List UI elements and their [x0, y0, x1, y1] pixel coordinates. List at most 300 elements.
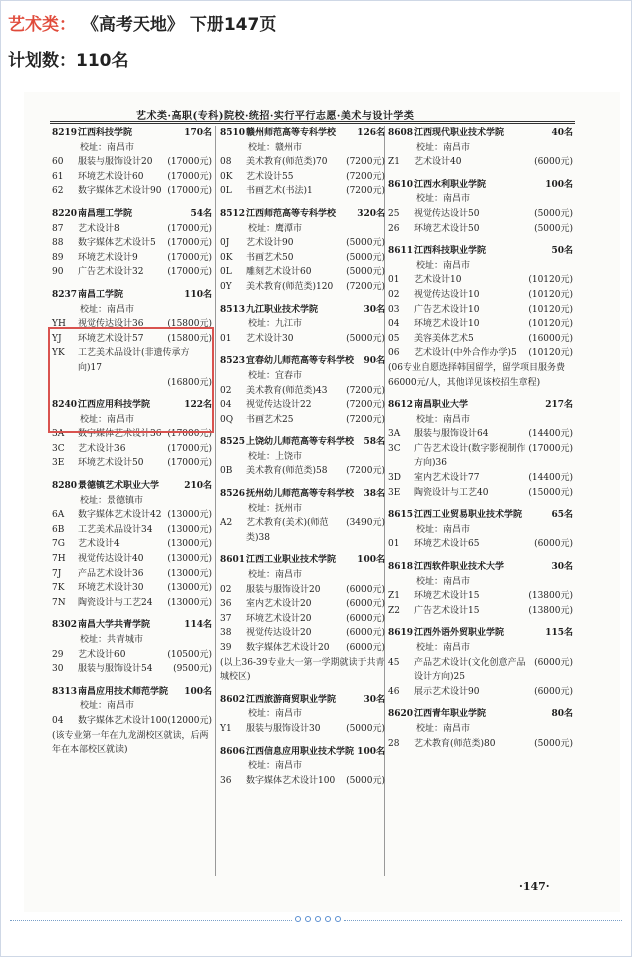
- major-row: [52, 714, 212, 729]
- major-fee: (10120元): [528, 348, 573, 359]
- major-name: 美容美体艺术5: [414, 333, 474, 344]
- major-code: 3E: [388, 487, 401, 498]
- major-fee: (13800元): [528, 605, 573, 616]
- major-name: 视觉传达设计22: [246, 400, 312, 411]
- major-name: 视觉传达设计10: [414, 289, 480, 300]
- major-name: 艺术设计36: [78, 443, 126, 454]
- major-fee: (5000元): [346, 723, 385, 734]
- school-block: [388, 398, 573, 500]
- major-row: [52, 456, 212, 471]
- top-rule: [50, 121, 575, 122]
- school-header: [220, 745, 385, 760]
- school-header: [52, 685, 212, 700]
- major-code: 60: [52, 157, 64, 168]
- major-fee: (16000元): [528, 333, 573, 344]
- school-code: 8619: [388, 628, 414, 639]
- major-row: [220, 251, 385, 266]
- major-row: [388, 537, 573, 552]
- school-location: 校址：宜春市: [248, 370, 303, 381]
- major-row: [220, 398, 385, 413]
- major-code: 0L: [220, 186, 232, 197]
- column-3: [388, 126, 573, 751]
- major-code: 61: [52, 171, 64, 182]
- major-name: 视觉传达设计50: [414, 208, 480, 219]
- running-head: 艺术类·高职(专科)院校·统招·实行平行志愿·美术与设计学类: [136, 111, 415, 122]
- major-name: 室内艺术设计77: [414, 473, 480, 484]
- major-name: 数字媒体艺术设计5: [78, 238, 156, 249]
- major-name: 产品艺术设计36: [78, 568, 144, 579]
- major-fee: (17000元): [167, 252, 212, 263]
- major-row: [220, 516, 385, 545]
- major-fee: (3490元): [346, 518, 385, 529]
- school-count: 80名: [551, 709, 573, 720]
- major-name: 环境艺术设计15: [414, 591, 480, 602]
- major-fee: (17000元): [167, 157, 212, 168]
- school-note: (06专业自愿选择韩国留学，留学项目服务费66000元/人，其他详见该校招生章程): [388, 362, 565, 388]
- school-count: 114名: [184, 620, 212, 631]
- major-name: 艺术教育(美术)(师范类)38: [246, 518, 329, 543]
- major-code: A2: [220, 518, 233, 529]
- school-location: 校址：南昌市: [80, 304, 135, 315]
- school-location: 校址：南昌市: [248, 570, 303, 581]
- major-name: 书画艺术25: [246, 414, 294, 425]
- major-fee: (14400元): [528, 473, 573, 484]
- major-name: 艺术设计4: [78, 539, 120, 550]
- major-fee: (15000元): [528, 487, 573, 498]
- major-name: 视觉传达设计20: [246, 628, 312, 639]
- major-name: 艺术设计90: [246, 238, 294, 249]
- school-location: 校址：鹰潭市: [248, 223, 303, 234]
- major-code: 01: [220, 333, 232, 344]
- major-row: [52, 251, 212, 266]
- major-row: [52, 567, 212, 582]
- school-location: 校址：南昌市: [416, 260, 471, 271]
- major-fee: (6000元): [534, 539, 573, 550]
- major-row: [388, 656, 573, 685]
- major-fee: (17000元): [528, 443, 573, 454]
- school-code: 8612: [388, 400, 414, 411]
- major-name: 产品艺术设计(文化创意产品设计方向)25: [414, 657, 526, 683]
- major-name: 服装与服饰设计20: [246, 584, 321, 595]
- major-name: 数字媒体艺术设计36: [78, 429, 162, 440]
- page-dot[interactable]: [335, 916, 341, 922]
- major-row: [388, 589, 573, 604]
- major-name: 工艺美术品设计(非遗传承方向)17: [78, 348, 190, 373]
- school-count: 38名: [363, 489, 385, 500]
- major-fee: (17000元): [167, 186, 212, 197]
- major-name: 美术教育(师范类)43: [246, 385, 328, 396]
- major-row: [388, 685, 573, 700]
- major-fee: (5000元): [534, 223, 573, 234]
- major-code: 01: [388, 275, 400, 286]
- major-name: 数字媒体艺术设计20: [246, 643, 330, 653]
- major-code: 0Q: [220, 414, 234, 425]
- major-row: [388, 471, 573, 486]
- major-fee: (7200元): [346, 385, 385, 396]
- school-count: 170名: [184, 128, 212, 138]
- major-name: 艺术设计(中外合作办学)5: [414, 348, 517, 359]
- major-code: 04: [388, 319, 400, 330]
- major-code: 02: [220, 385, 232, 396]
- major-row: [52, 596, 212, 611]
- school-count: 30名: [363, 694, 385, 705]
- major-fee: (6000元): [534, 657, 573, 668]
- major-row: [388, 427, 573, 442]
- major-row: [52, 184, 212, 199]
- major-fee: (17000元): [167, 267, 212, 278]
- major-row: [388, 486, 573, 501]
- school-note: (以上36-39专业大一第一学期就读于共青城校区): [220, 657, 385, 683]
- page-dot[interactable]: [325, 916, 331, 922]
- school-name: 宜春幼儿师范高等专科学校: [246, 356, 355, 367]
- school-header: [388, 398, 573, 413]
- major-name: 美术教育(师范类)70: [246, 157, 328, 168]
- major-code: Y1: [220, 723, 232, 734]
- major-row: [220, 170, 385, 185]
- major-fee: (13800元): [528, 591, 573, 602]
- major-fee: (13000元): [167, 568, 212, 579]
- school-code: 8615: [388, 510, 414, 521]
- major-name: 数字媒体艺术设计100: [246, 775, 336, 786]
- major-code: 3D: [388, 473, 401, 484]
- school-count: 30名: [551, 562, 573, 573]
- school-location: 校址：南昌市: [416, 142, 471, 153]
- school-note: (16800元): [167, 377, 212, 388]
- major-row: [388, 442, 573, 471]
- major-row: [388, 737, 573, 752]
- major-row: [220, 464, 385, 479]
- school-name: 江西现代职业技术学院: [414, 128, 505, 138]
- major-row: [220, 236, 385, 251]
- major-code: 05: [388, 333, 400, 344]
- school-location: 校址：南昌市: [416, 414, 471, 425]
- major-name: 艺术设计30: [246, 333, 294, 344]
- school-block: [52, 479, 212, 610]
- page-dot[interactable]: [295, 916, 301, 922]
- major-row: [52, 170, 212, 185]
- school-name: 抚州幼儿师范高等专科学校: [246, 489, 355, 500]
- major-fee: (6000元): [534, 157, 573, 168]
- school-code: 8302: [52, 620, 78, 631]
- school-name: 江西软件职业技术大学: [414, 562, 505, 573]
- major-name: 展示艺术设计90: [414, 686, 480, 697]
- major-code: Z2: [388, 605, 400, 616]
- major-fee: (7200元): [346, 171, 385, 182]
- major-code: 7J: [52, 568, 62, 579]
- major-code: 3A: [52, 429, 65, 440]
- major-fee: (17000元): [167, 443, 212, 454]
- school-block: [388, 626, 573, 699]
- school-name: 南昌应用技术师范学院: [78, 686, 169, 697]
- column-2: [220, 126, 385, 788]
- school-count: 320名: [357, 208, 385, 219]
- school-block: [220, 745, 385, 789]
- school-code: 8313: [52, 686, 78, 697]
- plan-count: 计划数：110名: [8, 51, 129, 71]
- major-name: 环境艺术设计60: [78, 171, 144, 182]
- major-fee: (7200元): [346, 157, 385, 168]
- major-fee: (6000元): [346, 613, 385, 624]
- major-row: [220, 597, 385, 612]
- major-fee: (14400元): [528, 429, 573, 440]
- major-code: 36: [220, 775, 232, 786]
- major-code: Z1: [388, 157, 400, 168]
- major-name: 雕刻艺术设计60: [246, 267, 312, 278]
- major-fee: (5000元): [346, 775, 385, 786]
- major-code: 6A: [52, 510, 65, 521]
- school-location: 校址：景德镇市: [80, 495, 144, 506]
- school-header: [220, 303, 385, 318]
- major-fee: (5000元): [346, 267, 385, 278]
- major-row: [388, 604, 573, 619]
- school-name: 江西科技职业学院: [414, 246, 487, 257]
- school-name: 南昌工学院: [78, 289, 124, 300]
- major-fee: (13000元): [167, 597, 212, 608]
- major-fee: (6000元): [346, 584, 385, 595]
- major-row: [388, 222, 573, 237]
- major-code: 28: [388, 738, 400, 749]
- school-code: 8237: [52, 289, 78, 300]
- school-header: [388, 626, 573, 641]
- major-row: [220, 332, 385, 347]
- school-name: 南昌理工学院: [78, 208, 133, 219]
- major-code: 87: [52, 223, 64, 234]
- major-name: 环境艺术设计10: [414, 319, 480, 330]
- divider-left: [10, 920, 292, 921]
- school-location: 校址：南昌市: [80, 701, 135, 712]
- school-block: [388, 178, 573, 236]
- school-header: [220, 435, 385, 450]
- major-name: 数字媒体艺术设计42: [78, 510, 162, 521]
- major-row: [52, 523, 212, 538]
- major-code: 29: [52, 649, 64, 660]
- major-fee: (6000元): [346, 599, 385, 610]
- school-code: 8620: [388, 709, 414, 720]
- school-code: 8611: [388, 246, 414, 257]
- school-location: 校址：上饶市: [248, 451, 303, 462]
- school-count: 217名: [545, 400, 573, 411]
- major-fee: (5000元): [534, 738, 573, 749]
- school-header: [220, 487, 385, 502]
- major-row: [220, 155, 385, 170]
- school-count: 30名: [363, 304, 385, 315]
- major-row: [220, 612, 385, 627]
- school-count: 100名: [184, 686, 212, 697]
- school-count: 58名: [363, 437, 385, 448]
- header-line-1: [8, 10, 276, 35]
- major-row: [52, 236, 212, 251]
- school-header: [388, 178, 573, 193]
- school-count: 100名: [545, 179, 573, 190]
- major-fee: (6000元): [534, 686, 573, 697]
- school-code: 8608: [388, 128, 414, 138]
- school-location: 校址：南昌市: [80, 142, 135, 153]
- major-fee: (10120元): [528, 289, 573, 300]
- major-row: [52, 155, 212, 170]
- major-fee: (12000元): [167, 715, 212, 726]
- major-name: 数字媒体艺术设计100: [78, 715, 168, 726]
- school-location: 校址：南昌市: [248, 761, 303, 772]
- school-block: [220, 553, 385, 684]
- major-name: 艺术设计60: [78, 649, 126, 660]
- major-code: 7H: [52, 554, 66, 565]
- major-name: 陶瓷设计与工艺24: [78, 597, 153, 608]
- school-location: 校址：南昌市: [416, 524, 471, 535]
- school-code: 8510: [220, 128, 246, 138]
- major-fee: (7200元): [346, 281, 385, 292]
- major-code: 45: [388, 657, 400, 668]
- column-1: [52, 126, 212, 758]
- school-count: 122名: [184, 400, 212, 411]
- major-name: 艺术教育(师范类)80: [414, 738, 496, 749]
- major-fee: (13000元): [167, 524, 212, 535]
- major-fee: (13000元): [167, 554, 212, 565]
- school-count: 100名: [357, 555, 385, 566]
- major-fee: (7200元): [346, 400, 385, 411]
- major-row: [220, 280, 385, 295]
- school-block: [388, 707, 573, 751]
- school-location: 校址：南昌市: [248, 709, 303, 720]
- major-code: 36: [220, 599, 232, 610]
- school-name: 景德镇艺术职业大学: [78, 481, 160, 492]
- major-row: [220, 722, 385, 737]
- major-code: 03: [388, 304, 400, 315]
- school-name: 江西工业贸易职业技术学院: [414, 510, 523, 521]
- major-code: 08: [220, 157, 232, 168]
- major-name: 美术教育(师范类)58: [246, 466, 328, 477]
- major-fee: (6000元): [346, 628, 385, 639]
- major-name: 陶瓷设计与工艺40: [414, 487, 489, 498]
- major-row: [220, 184, 385, 199]
- school-code: 8525: [220, 437, 246, 448]
- major-row: [52, 537, 212, 552]
- school-header: [388, 508, 573, 523]
- major-row: [220, 774, 385, 789]
- school-code: 8280: [52, 481, 78, 492]
- category-label: 艺术类：: [8, 15, 76, 35]
- school-code: 8513: [220, 304, 246, 315]
- major-code: 0J: [220, 238, 230, 249]
- school-block: [388, 126, 573, 170]
- school-name: 江西工业职业技术学院: [246, 555, 337, 566]
- major-code: 46: [388, 686, 400, 697]
- school-count: 100名: [357, 746, 385, 757]
- major-name: 环境艺术设计30: [78, 583, 144, 594]
- school-name: 江西应用科技学院: [78, 400, 151, 411]
- major-code: 02: [220, 584, 232, 595]
- major-name: 服装与服饰设计64: [414, 429, 489, 440]
- major-code: 26: [388, 223, 400, 234]
- major-fee: (5000元): [346, 238, 385, 249]
- school-code: 8220: [52, 208, 78, 219]
- school-block: [220, 126, 385, 199]
- major-code: 6B: [52, 524, 65, 535]
- school-block: [52, 126, 212, 199]
- major-name: 数字媒体艺术设计90: [78, 186, 162, 197]
- school-block: [388, 560, 573, 618]
- major-name: 环境艺术设计57: [78, 333, 144, 344]
- school-code: 8602: [220, 694, 246, 705]
- school-block: [220, 207, 385, 295]
- major-row: [388, 346, 573, 361]
- major-code: 0Y: [220, 281, 232, 292]
- major-name: 环境艺术设计50: [78, 458, 144, 469]
- school-name: 赣州师范高等专科学校: [246, 128, 337, 138]
- school-block: [388, 508, 573, 552]
- major-name: 视觉传达设计40: [78, 554, 144, 565]
- major-code: Z1: [388, 591, 400, 602]
- top-rule-thin: [50, 123, 575, 124]
- major-fee: (7200元): [346, 414, 385, 425]
- school-code: 8523: [220, 356, 246, 367]
- school-location: 校址：南昌市: [416, 643, 471, 653]
- major-code: 7G: [52, 539, 65, 550]
- school-code: 8618: [388, 562, 414, 573]
- school-note: (该专业第一年在九龙湖校区就读，后两年在本部校区就读): [52, 730, 209, 756]
- major-code: 88: [52, 238, 64, 249]
- major-name: 艺术设计8: [78, 223, 120, 234]
- school-code: 8606: [220, 746, 246, 757]
- school-count: 126名: [357, 128, 385, 138]
- source-reference: 《高考天地》 下册147页: [81, 15, 277, 35]
- major-fee: (10120元): [528, 319, 573, 330]
- major-fee: (13000元): [167, 583, 212, 594]
- school-count: 210名: [184, 481, 212, 492]
- school-code: 8601: [220, 555, 246, 566]
- major-row: [388, 155, 573, 170]
- major-fee: (6000元): [346, 643, 385, 653]
- major-code: YH: [52, 319, 66, 330]
- school-block: [388, 244, 573, 390]
- major-name: 艺术设计55: [246, 171, 294, 182]
- school-location: 校址：九江市: [248, 319, 303, 330]
- major-code: 0K: [220, 252, 233, 263]
- highlight-box: [48, 327, 214, 433]
- major-fee: (15800元): [167, 319, 212, 330]
- major-name: 工艺美术品设计34: [78, 524, 153, 535]
- major-name: 环境艺术设计50: [414, 223, 480, 234]
- major-row: [388, 288, 573, 303]
- major-code: 3C: [388, 443, 401, 454]
- school-code: 8240: [52, 400, 78, 411]
- major-fee: (9500元): [173, 664, 212, 675]
- school-name: 江西水利职业学院: [414, 179, 487, 190]
- major-fee: (17000元): [167, 238, 212, 249]
- school-header: [388, 244, 573, 259]
- major-row: [52, 648, 212, 663]
- major-row: [220, 641, 385, 656]
- page-dot[interactable]: [315, 916, 321, 922]
- major-code: 62: [52, 186, 64, 197]
- major-row: [220, 413, 385, 428]
- divider-right: [344, 920, 622, 921]
- major-code: 01: [388, 539, 400, 550]
- school-block: [52, 618, 212, 676]
- page-dot[interactable]: [305, 916, 311, 922]
- major-fee: (10500元): [167, 649, 212, 660]
- major-name: 室内艺术设计20: [246, 599, 312, 610]
- school-header: [388, 560, 573, 575]
- school-header: [52, 288, 212, 303]
- school-block: [220, 435, 385, 479]
- major-row: [52, 662, 212, 677]
- major-code: 0L: [220, 267, 232, 278]
- major-fee: (13000元): [167, 539, 212, 550]
- major-fee: (5000元): [346, 252, 385, 263]
- school-location: 校址：南昌市: [80, 414, 135, 425]
- page-number: ·147·: [519, 880, 550, 893]
- major-name: 服装与服饰设计30: [246, 723, 321, 734]
